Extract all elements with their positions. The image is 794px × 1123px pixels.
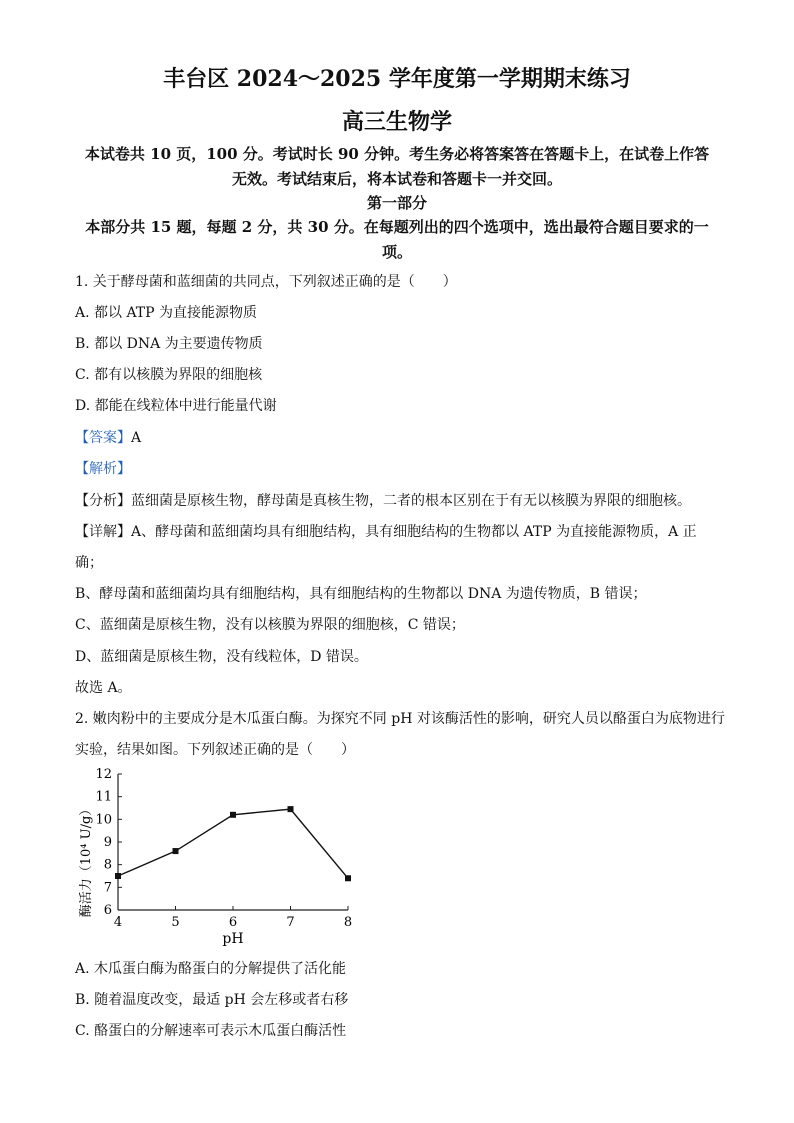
q2-stem-line-1: 2. 嫩肉粉中的主要成分是木瓜蛋白酶。为探究不同 pH 对该酶活性的影响，研究人员以酪蛋白为底物进行: [75, 711, 725, 727]
q2-option-b: B. 随着温度改变，最适 pH 会左移或者右移: [75, 992, 349, 1008]
enzyme-activity-chart: [70, 760, 370, 950]
x-tick-label: 5: [171, 915, 180, 930]
y-axis-label: 酶活力（10⁴ U/g）: [79, 802, 94, 918]
q2-stem-line-2: 实验，结果如图。下列叙述正确的是（ ）: [75, 742, 355, 758]
q1-answer-row: [75, 427, 141, 447]
data-point: [173, 848, 179, 854]
data-point: [345, 875, 351, 881]
fenxi-tag: 【分析】: [75, 493, 131, 509]
chart-series: [115, 806, 351, 881]
y-tick-label: 9: [103, 835, 112, 850]
part-desc-line-1: 本部分共 15 题，每题 2 分，共 30 分。在每题列出的四个选项中，选出最符合题目要求的一: [85, 218, 709, 236]
part-desc-line-2: 项。: [381, 243, 412, 261]
xiangjie-a-line-1: A、酵母菌和蓝细菌均具有细胞结构，具有细胞结构的生物都以 ATP 为直接能源物质，A 正: [131, 524, 697, 540]
y-tick-label: 6: [103, 903, 112, 918]
subject-title: 高三生物学: [341, 109, 452, 135]
xiangjie-c: C、蓝细菌是原核生物，没有以核膜为界限的细胞核，C 错误；: [75, 617, 465, 633]
fenxi-row: [75, 490, 691, 510]
q1-option-a: A. 都以 ATP 为直接能源物质: [75, 305, 258, 321]
xiangjie-d: D、蓝细菌是原核生物，没有线粒体，D 错误。: [75, 649, 368, 665]
y-tick-label: 7: [103, 880, 112, 896]
xiangjie-tag: 【详解】: [75, 524, 131, 540]
y-tick-label: 8: [103, 857, 112, 873]
xiangjie-b: B、酵母菌和蓝细菌均具有细胞结构，具有细胞结构的生物都以 DNA 为遗传物质，B 错误；: [75, 586, 647, 602]
q1-option-b: B. 都以 DNA 为主要遗传物质: [75, 336, 263, 352]
x-tick-label: 6: [228, 915, 238, 930]
intro-line-1: 本试卷共 10 页，100 分。考试时长 90 分钟。考生务必将答案答在答题卡上，在试卷上作答: [84, 145, 710, 163]
y-tick-label: 10: [95, 812, 112, 828]
xiangjie-a-row: [75, 521, 697, 541]
part-title: 第一部分: [366, 194, 427, 212]
q1-conclusion: 故选 A。: [75, 680, 132, 696]
analysis-tag: 【解析】: [75, 461, 131, 477]
q2-option-c: C. 酪蛋白的分解速率可表示木瓜蛋白酶活性: [75, 1023, 347, 1039]
data-point: [115, 873, 121, 879]
exam-title: 丰台区 2024～2025 学年度第一学期期末练习: [163, 66, 631, 92]
answer-tag: 【答案】: [75, 430, 131, 446]
chart-ticks: [95, 767, 352, 930]
fenxi-text: 蓝细菌是原核生物，酵母菌是真核生物，二者的根本区别在于有无以核膜为界限的细胞核。: [131, 493, 691, 509]
xiangjie-a-line-2: 确；: [75, 555, 103, 571]
intro-line-2: 无效。考试结束后，将本试卷和答题卡一并交回。: [231, 170, 562, 188]
series-line: [118, 809, 348, 878]
x-tick-label: 7: [286, 915, 295, 930]
answer-value: A: [131, 430, 142, 446]
data-point: [288, 806, 294, 812]
q2-option-a: A. 木瓜蛋白酶为酪蛋白的分解提供了活化能: [75, 961, 347, 977]
q1-stem: 1. 关于酵母菌和蓝细菌的共同点，下列叙述正确的是（ ）: [75, 274, 457, 290]
x-axis-label: pH: [222, 931, 244, 947]
x-tick-label: 4: [113, 915, 123, 930]
chart-axes: [118, 774, 348, 910]
y-tick-label: 12: [95, 767, 112, 782]
q1-option-d: D. 都能在线粒体中进行能量代谢: [75, 398, 277, 414]
y-tick-label: 11: [95, 789, 112, 805]
x-tick-label: 8: [343, 915, 353, 930]
data-point: [230, 812, 236, 818]
q1-option-c: C. 都有以核膜为界限的细胞核: [75, 367, 263, 383]
